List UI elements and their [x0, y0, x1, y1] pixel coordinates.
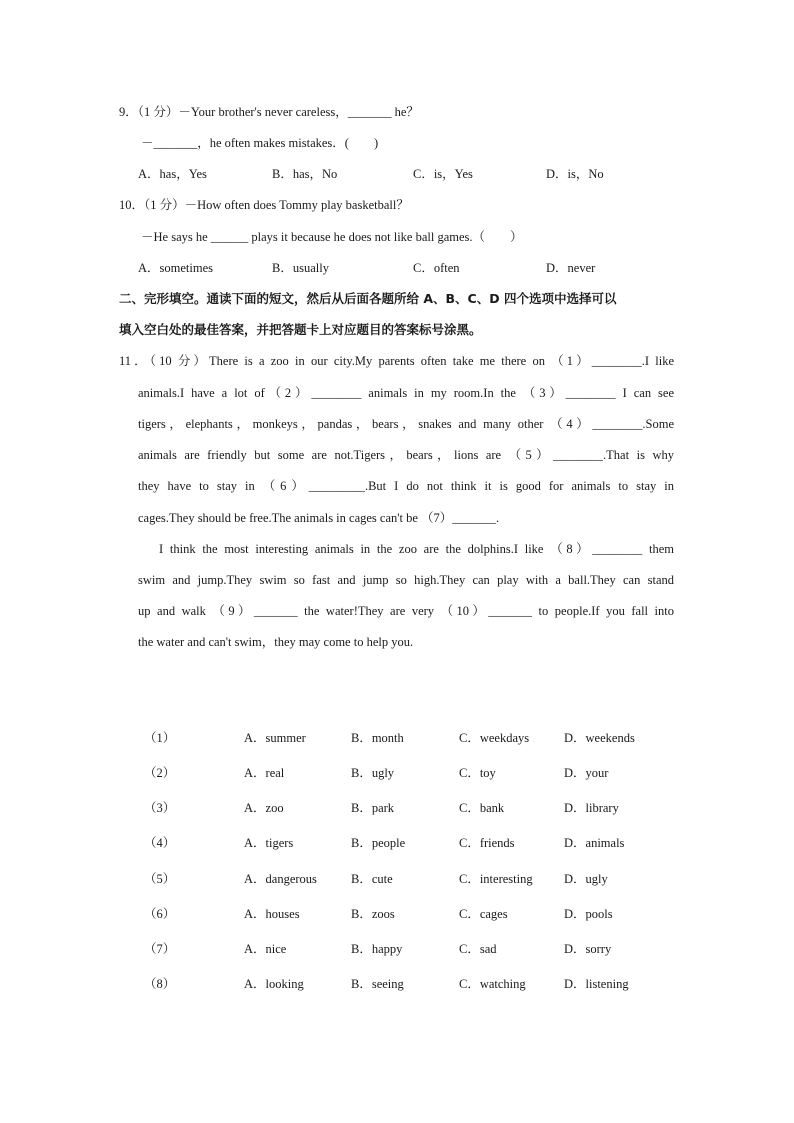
choice-c: C．cages — [459, 907, 508, 921]
passage-line-10: the water and can't swim，they may come to help you. — [138, 635, 414, 649]
choice-c: C．weekdays — [459, 731, 530, 745]
choice-number: （4） — [144, 836, 176, 850]
choice-b: B．seeing — [351, 977, 404, 991]
choice-d: D．ugly — [564, 872, 608, 886]
passage-line-1: 11．（10 分）There is a zoo in our city.My parents often take me there on （1）________.I like — [119, 354, 674, 368]
choice-row — [0, 941, 794, 959]
choice-b: B．cute — [351, 872, 393, 886]
passage-line-3: tigers，elephants，monkeys，pandas，bears，snakes and many other （4）________.Some — [138, 417, 674, 431]
q9-option-b: B．has，No — [272, 167, 338, 181]
choice-row — [0, 906, 794, 924]
choice-number: （3） — [144, 801, 176, 815]
choice-number: （6） — [144, 907, 176, 921]
choice-number: （8） — [144, 977, 176, 991]
choice-b: B．month — [351, 731, 404, 745]
q9-option-d: D．is，No — [546, 167, 604, 181]
choice-d: D．sorry — [564, 942, 612, 956]
choice-a: A．dangerous — [244, 872, 317, 886]
choice-b: B．happy — [351, 942, 403, 956]
q10-option-c: C．often — [413, 261, 460, 275]
choice-c: C．sad — [459, 942, 497, 956]
choice-a: A．summer — [244, 731, 306, 745]
passage-line-4: animals are friendly but some are not.Tigers，bears，lions are （5）________.That is why — [138, 448, 674, 462]
q10-line2: －He says he ______ plays it because he does not like ball games.（ ） — [141, 230, 523, 244]
choice-c: C．toy — [459, 766, 496, 780]
choice-c: C．bank — [459, 801, 505, 815]
choice-b: B．zoos — [351, 907, 395, 921]
choice-number: （2） — [144, 766, 176, 780]
q9-option-c: C．is，Yes — [413, 167, 473, 181]
choice-row — [0, 976, 794, 994]
choice-c: C．interesting — [459, 872, 533, 886]
choice-d: D．listening — [564, 977, 629, 991]
section-heading-line1: 二、完形填空。通读下面的短文，然后从后面各题所给 A、B、C、D 四个选项中选择可以 — [119, 291, 617, 306]
choice-number: （1） — [144, 731, 176, 745]
q9-stem: 9．（1 分）－Your brother's never careless，_______ he？ — [119, 105, 419, 119]
passage-line-8: swim and jump.They swim so fast and jump so high.They can play with a ball.They can stand — [138, 573, 674, 587]
choice-number: （7） — [144, 942, 176, 956]
choice-row — [0, 765, 794, 783]
choice-d: D．pools — [564, 907, 613, 921]
q10-stem: 10．（1 分）－How often does Tommy play basketball？ — [119, 198, 409, 212]
passage-line-9: up and walk （9）_______ the water!They are very （10）_______ to people.If you fall into — [138, 604, 674, 618]
section-heading-line2: 填入空白处的最佳答案，并把答题卡上对应题目的答案标号涂黑。 — [119, 322, 482, 337]
choice-a: A．tigers — [244, 836, 294, 850]
choice-row — [0, 800, 794, 818]
choice-row — [0, 730, 794, 748]
choice-d: D．your — [564, 766, 609, 780]
choice-row — [0, 835, 794, 853]
choice-b: B．people — [351, 836, 406, 850]
choice-c: C．watching — [459, 977, 526, 991]
choice-a: A．houses — [244, 907, 300, 921]
choice-b: B．park — [351, 801, 395, 815]
choice-a: A．looking — [244, 977, 304, 991]
passage-line-6: cages.They should be free.The animals in cages can't be （7）_______. — [138, 511, 500, 525]
choice-a: A．zoo — [244, 801, 284, 815]
choice-a: A．nice — [244, 942, 287, 956]
choice-a: A．real — [244, 766, 285, 780]
q9-line2: －_______，he often makes mistakes．( ) — [141, 136, 379, 150]
q9-option-a: A．has，Yes — [138, 167, 207, 181]
choice-number: （5） — [144, 872, 176, 886]
passage-line-7: I think the most interesting animals in the zoo are the dolphins.I like （8）________ them — [159, 542, 674, 556]
choice-b: B．ugly — [351, 766, 395, 780]
passage-line-5: they have to stay in （6）_________.But I do not think it is good for animals to stay in — [138, 479, 674, 493]
q10-option-a: A．sometimes — [138, 261, 213, 275]
choice-d: D．library — [564, 801, 619, 815]
choice-d: D．animals — [564, 836, 625, 850]
q10-option-d: D．never — [546, 261, 596, 275]
choice-d: D．weekends — [564, 731, 635, 745]
passage-line-2: animals.I have a lot of（2）________ animals in my room.In the （3）________ I can see — [138, 386, 674, 400]
choice-c: C．friends — [459, 836, 515, 850]
q10-option-b: B．usually — [272, 261, 329, 275]
choice-row — [0, 871, 794, 889]
